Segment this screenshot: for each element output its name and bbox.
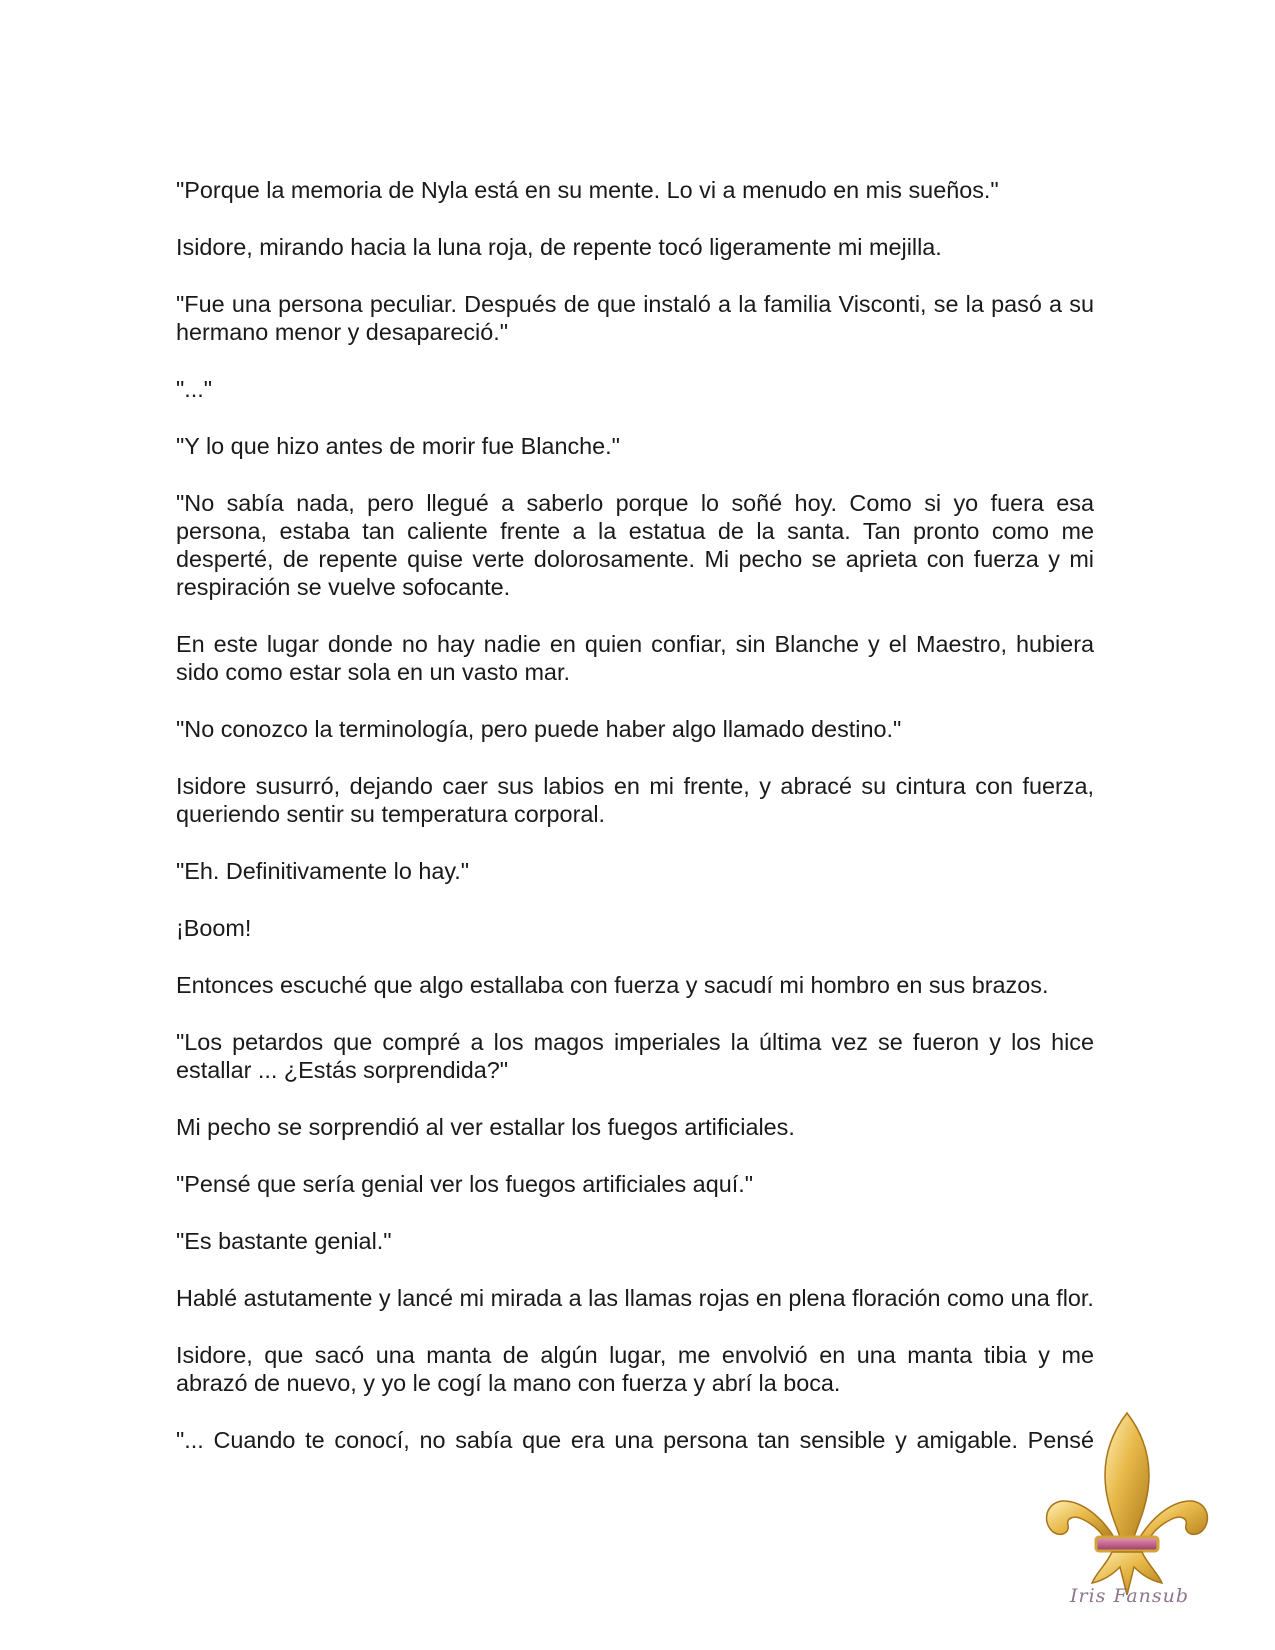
paragraph: "Los petardos que compré a los magos imperiales la última vez se fueron y los hice estallar ... ¿Estás sorprendida?": [176, 1029, 1094, 1083]
paragraph: "Porque la memoria de Nyla está en su mente. Lo vi a menudo en mis sueños.": [176, 177, 999, 203]
paragraph: "Pensé que sería genial ver los fuegos artificiales aquí.": [176, 1171, 754, 1197]
paragraph: Entonces escuché que algo estallaba con fuerza y sacudí mi hombro en sus brazos.: [176, 972, 1049, 998]
paragraph: "Eh. Definitivamente lo hay.": [176, 858, 470, 884]
paragraph: "Fue una persona peculiar. Después de que instaló a la familia Visconti, se la pasó a su hermano menor y desapareció.": [176, 291, 1094, 345]
paragraph: "...": [176, 376, 213, 402]
paragraph: "Y lo que hizo antes de morir fue Blanche.": [176, 433, 620, 459]
paragraph: Isidore, que sacó una manta de algún lugar, me envolvió en una manta tibia y me abrazó de nuevo, y yo le cogí la mano con fuerza y abrí la boca.: [176, 1342, 1094, 1396]
paragraph: "No conozco la terminología, pero puede haber algo llamado destino.": [176, 716, 902, 742]
paragraph: Mi pecho se sorprendió al ver estallar los fuegos artificiales.: [176, 1114, 795, 1140]
paragraph: "Es bastante genial.": [176, 1228, 392, 1254]
paragraph: Hablé astutamente y lancé mi mirada a las llamas rojas en plena floración como una flor.: [176, 1285, 1094, 1311]
watermark-caption: Iris Fansub: [1070, 1585, 1190, 1607]
paragraph: Isidore susurró, dejando caer sus labios en mi frente, y abracé su cintura con fuerza, queriendo sentir su temperatura corporal.: [176, 773, 1094, 827]
paragraph: "No sabía nada, pero llegué a saberlo porque lo soñé hoy. Como si yo fuera esa persona, estaba tan caliente frente a la estatua de la santa. Tan pronto como me desperté, de repente quise verte dolorosamente. Mi pecho se aprieta con fuerza y mi respiración se vuelve sofocante.: [176, 490, 1094, 600]
document-body: [176, 176, 1094, 1454]
paragraph: En este lugar donde no hay nadie en quien confiar, sin Blanche y el Maestro, hubiera sido como estar sola en un vasto mar.: [176, 631, 1094, 685]
paragraph: ¡Boom!: [176, 915, 252, 941]
paragraph: "... Cuando te conocí, no sabía que era una persona tan sensible y amigable. Pensé: [176, 1427, 1094, 1453]
paragraph: Isidore, mirando hacia la luna roja, de repente tocó ligeramente mi mejilla.: [176, 234, 942, 260]
